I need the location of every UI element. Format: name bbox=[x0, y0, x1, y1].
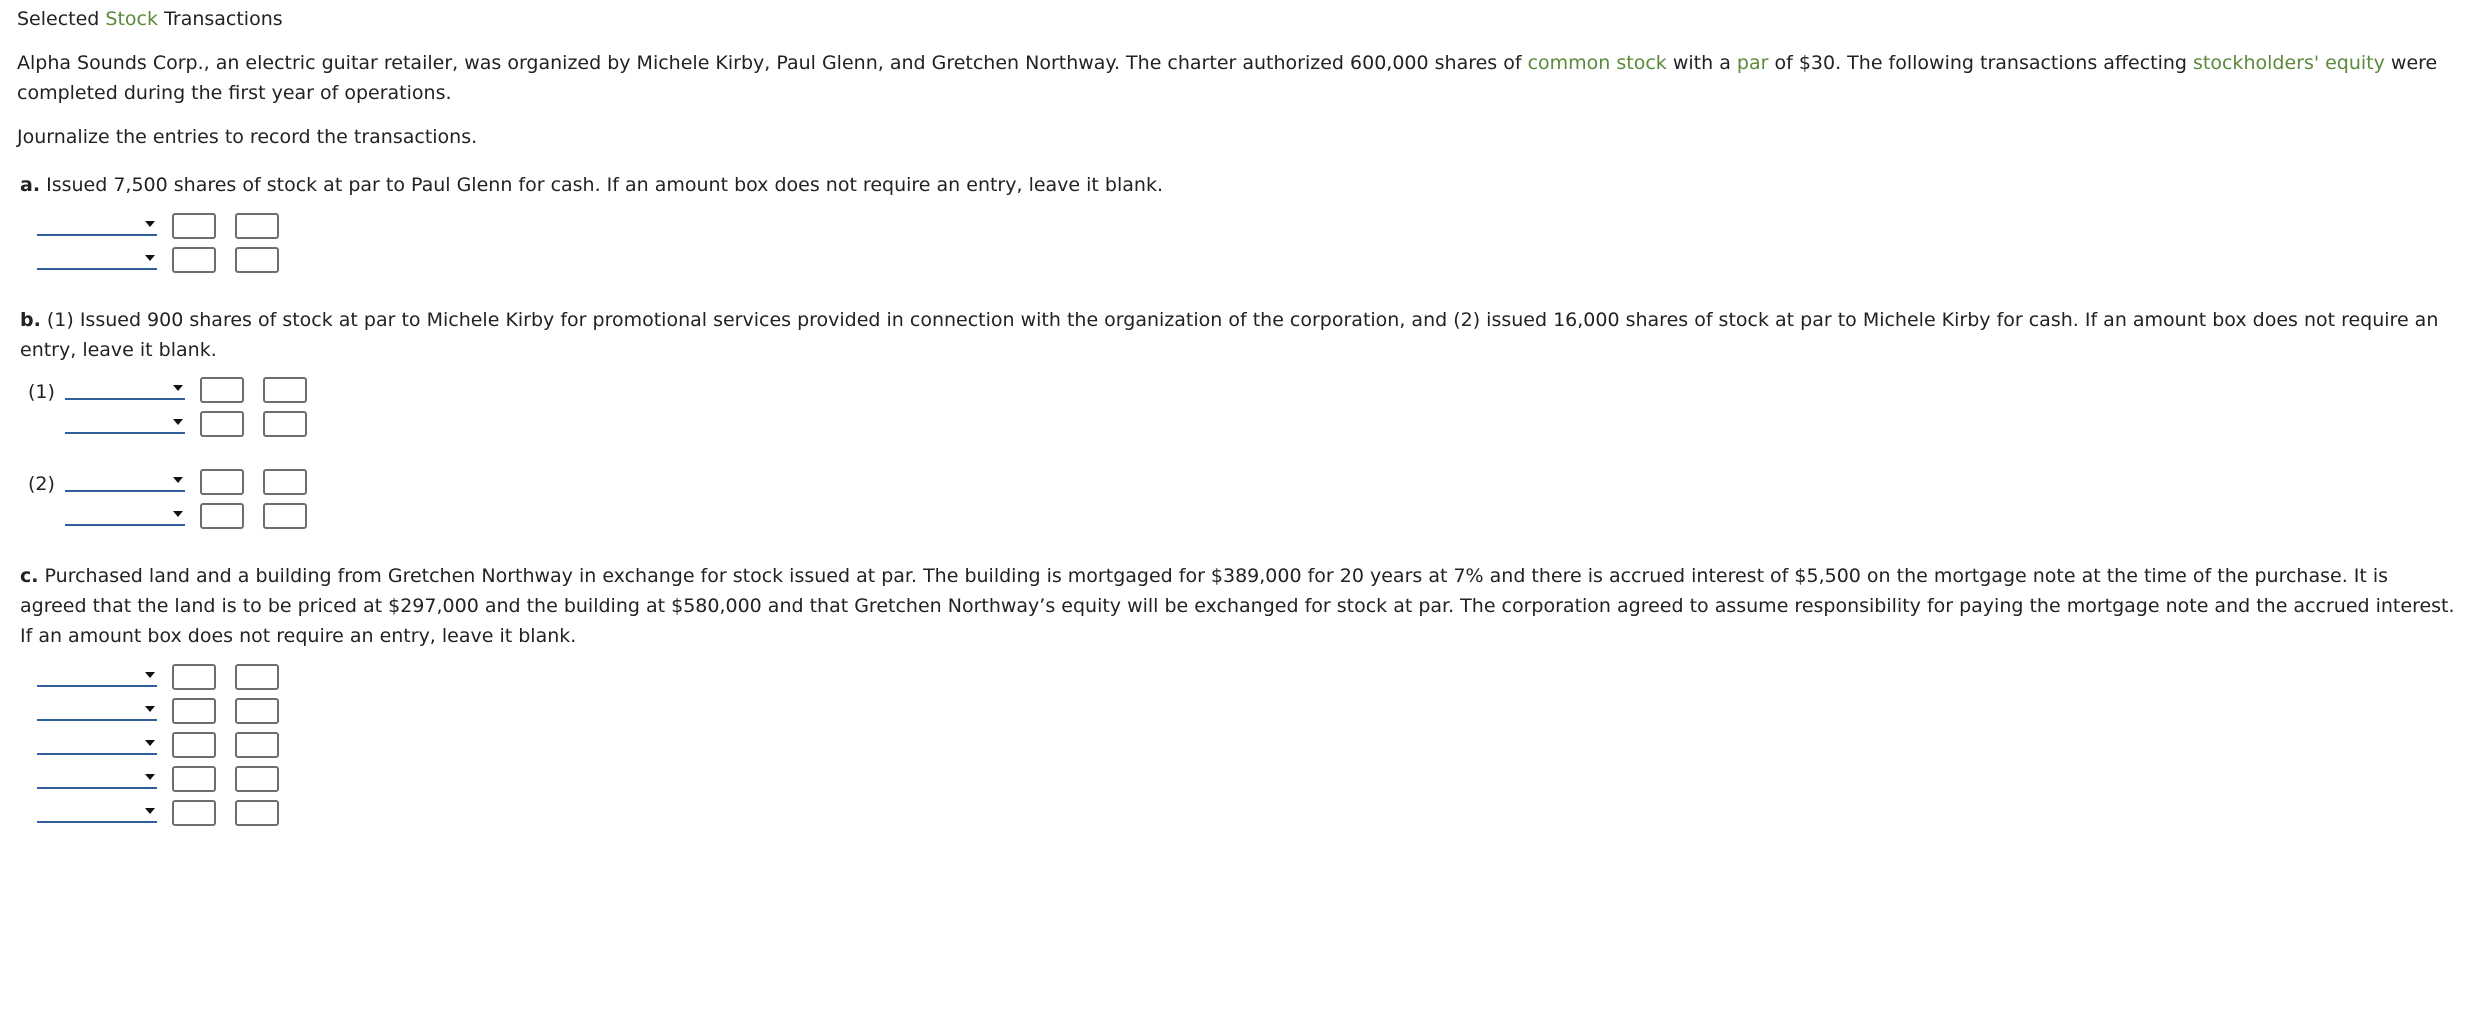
account-dropdown[interactable] bbox=[37, 733, 157, 755]
account-dropdown[interactable] bbox=[37, 767, 157, 789]
credit-amount-input[interactable] bbox=[235, 698, 279, 724]
debit-amount-input[interactable] bbox=[200, 469, 244, 495]
part-b-text: (1) Issued 900 shares of stock at par to Michele Kirby for promotional services provided in connection with the organization of the corporation, and (2) issued 16,000 shares of stock at par to Michele Kirby for cash. If an amount box does not require an entry, leave it blank. bbox=[20, 309, 2439, 361]
chevron-down-icon bbox=[145, 706, 155, 712]
glossary-term-par[interactable]: par bbox=[1736, 52, 1769, 74]
credit-amount-input[interactable] bbox=[263, 411, 307, 437]
instruction-text: Journalize the entries to record the transactions. bbox=[17, 126, 478, 148]
intro-text-4: were completed during the first year of operations. bbox=[17, 52, 2438, 104]
chevron-down-icon bbox=[145, 808, 155, 814]
debit-amount-input[interactable] bbox=[172, 766, 216, 792]
debit-amount-input[interactable] bbox=[172, 247, 216, 273]
account-dropdown[interactable] bbox=[37, 214, 157, 236]
credit-amount-input[interactable] bbox=[235, 664, 279, 690]
part-a-text: Issued 7,500 shares of stock at par to Paul Glenn for cash. If an amount box does not require an entry, leave it blank. bbox=[46, 174, 1163, 196]
part-c-prompt bbox=[20, 561, 2460, 651]
account-dropdown[interactable] bbox=[37, 801, 157, 823]
account-dropdown[interactable] bbox=[37, 665, 157, 687]
credit-amount-input[interactable] bbox=[263, 469, 307, 495]
glossary-term-stockholders-equity[interactable]: stockholders' equity bbox=[2193, 52, 2385, 74]
debit-amount-input[interactable] bbox=[172, 213, 216, 239]
glossary-term-common-stock[interactable]: common stock bbox=[1527, 52, 1667, 74]
intro-paragraph bbox=[17, 48, 2457, 108]
chevron-down-icon bbox=[173, 419, 183, 425]
credit-amount-input[interactable] bbox=[263, 377, 307, 403]
part-a-letter: a. bbox=[20, 174, 41, 196]
title-suffix: Transactions bbox=[164, 8, 283, 30]
part-b-sub1-label: (1) bbox=[28, 381, 55, 403]
credit-amount-input[interactable] bbox=[235, 732, 279, 758]
intro-text-3: of $30. The following transactions affecting bbox=[1774, 52, 2187, 74]
debit-amount-input[interactable] bbox=[172, 732, 216, 758]
chevron-down-icon bbox=[145, 255, 155, 261]
account-dropdown[interactable] bbox=[65, 378, 185, 400]
credit-amount-input[interactable] bbox=[235, 247, 279, 273]
page-title bbox=[17, 8, 283, 30]
chevron-down-icon bbox=[145, 740, 155, 746]
credit-amount-input[interactable] bbox=[235, 800, 279, 826]
debit-amount-input[interactable] bbox=[200, 377, 244, 403]
part-c-letter: c. bbox=[20, 565, 39, 587]
debit-amount-input[interactable] bbox=[172, 698, 216, 724]
part-c-text: Purchased land and a building from Gretchen Northway in exchange for stock issued at par. The building is mortgaged for $389,000 for 20 years at 7% and there is accrued interest of $5,500 on the mortgage note at the time of the purchase. It is agreed that the land is to be priced at $297,000 and the building at $580,000 and that Gretchen Northway’s equity will be exchanged for stock at par. The corporation agreed to assume responsibility for paying the mortgage note and the accrued interest. If an amount box does not require an entry, leave it blank. bbox=[20, 565, 2455, 647]
part-b-sub2-label: (2) bbox=[28, 473, 55, 495]
intro-text-1: Alpha Sounds Corp., an electric guitar retailer, was organized by Michele Kirby, Paul Glenn, and Gretchen Northway. The charter authorized 600,000 shares of bbox=[17, 52, 1522, 74]
intro-text-2: with a bbox=[1672, 52, 1731, 74]
chevron-down-icon bbox=[145, 774, 155, 780]
chevron-down-icon bbox=[173, 477, 183, 483]
debit-amount-input[interactable] bbox=[200, 503, 244, 529]
debit-amount-input[interactable] bbox=[172, 664, 216, 690]
credit-amount-input[interactable] bbox=[235, 213, 279, 239]
credit-amount-input[interactable] bbox=[235, 766, 279, 792]
title-prefix: Selected bbox=[17, 8, 100, 30]
account-dropdown[interactable] bbox=[65, 504, 185, 526]
credit-amount-input[interactable] bbox=[263, 503, 307, 529]
chevron-down-icon bbox=[173, 385, 183, 391]
part-b-letter: b. bbox=[20, 309, 41, 331]
glossary-term-stock[interactable]: Stock bbox=[105, 8, 159, 30]
chevron-down-icon bbox=[145, 221, 155, 227]
chevron-down-icon bbox=[173, 511, 183, 517]
account-dropdown[interactable] bbox=[37, 699, 157, 721]
debit-amount-input[interactable] bbox=[200, 411, 244, 437]
part-a-prompt bbox=[20, 174, 1163, 196]
debit-amount-input[interactable] bbox=[172, 800, 216, 826]
account-dropdown[interactable] bbox=[65, 470, 185, 492]
account-dropdown[interactable] bbox=[65, 412, 185, 434]
account-dropdown[interactable] bbox=[37, 248, 157, 270]
part-b-prompt bbox=[20, 305, 2460, 365]
chevron-down-icon bbox=[145, 672, 155, 678]
